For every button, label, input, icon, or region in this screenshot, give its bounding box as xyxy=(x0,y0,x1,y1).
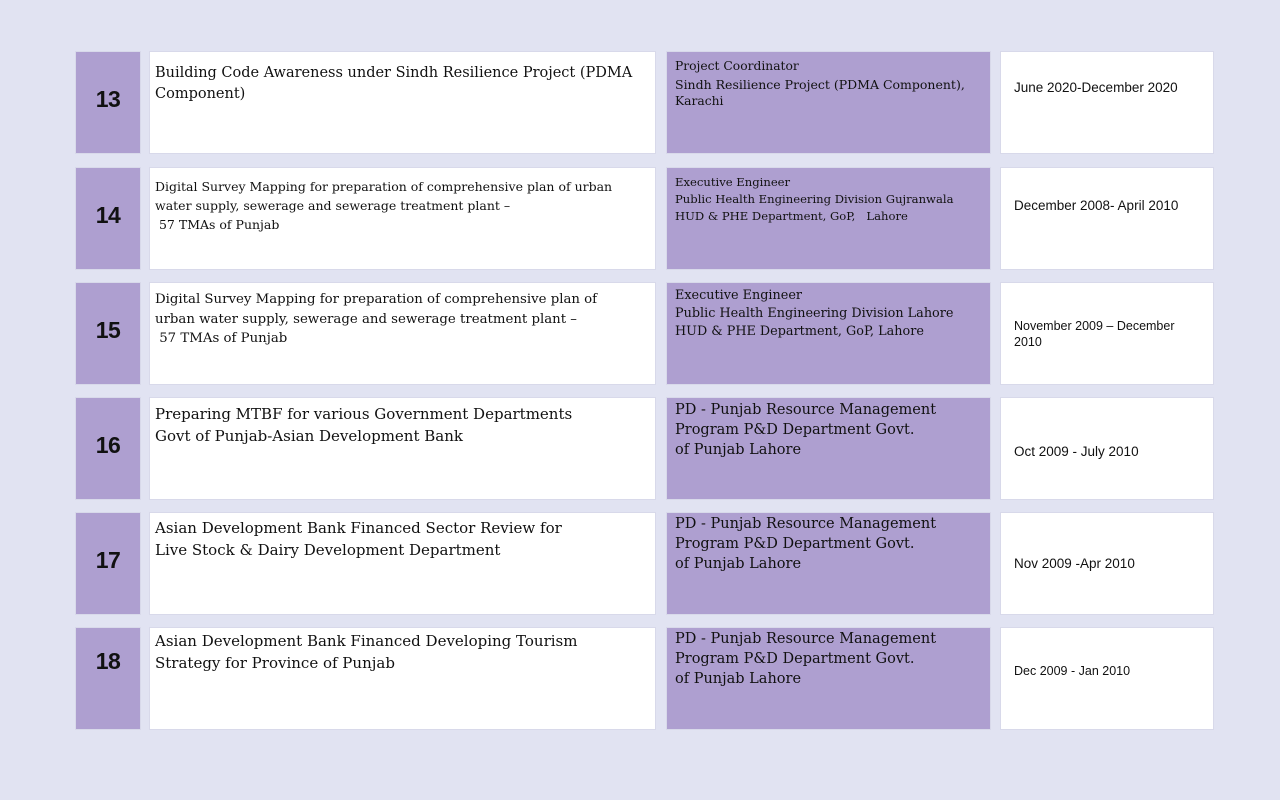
client-name xyxy=(666,512,991,615)
project-line: Preparing MTBF for various Government Departments xyxy=(155,405,573,423)
row-number: 14 xyxy=(75,167,141,270)
client-line: Project Coordinator xyxy=(675,59,799,73)
client-line: Public Health Engineering Division Lahore xyxy=(675,306,954,321)
duration xyxy=(1000,167,1214,270)
project-line: Govt of Punjab-Asian Development Bank xyxy=(155,427,463,445)
table-row xyxy=(75,282,1214,385)
project-line: water supply, sewerage and sewerage treatment plant – xyxy=(155,198,511,213)
table-row xyxy=(75,627,1214,730)
duration-text: June 2020-December 2020 xyxy=(1014,79,1178,95)
duration-text: December 2008- April 2010 xyxy=(1014,197,1179,213)
client-line: Program P&D Department Govt. xyxy=(675,651,915,667)
project-name xyxy=(149,512,656,615)
project-line: Building Code Awareness under Sindh Resilience Project (PDMA xyxy=(155,65,633,81)
client-line: Executive Engineer xyxy=(675,288,803,303)
project-line: 57 TMAs of Punjab xyxy=(155,217,280,232)
client-line: PD - Punjab Resource Management xyxy=(675,402,937,418)
project-name xyxy=(149,627,656,730)
project-line: urban water supply, sewerage and sewerage treatment plant – xyxy=(155,311,577,327)
client-line: Sindh Resilience Project (PDMA Component), xyxy=(675,76,965,92)
client-line: Program P&D Department Govt. xyxy=(675,536,915,552)
client-line: PD - Punjab Resource Management xyxy=(675,516,937,532)
client-line: PD - Punjab Resource Management xyxy=(675,631,937,647)
client-name xyxy=(666,397,991,500)
duration xyxy=(1000,627,1214,730)
client-line: Executive Engineer xyxy=(675,175,791,189)
row-number: 13 xyxy=(75,51,141,154)
client-line: of Punjab Lahore xyxy=(675,442,802,458)
duration-text: Nov 2009 -Apr 2010 xyxy=(1014,555,1135,571)
duration xyxy=(1000,512,1214,615)
client-line: Program P&D Department Govt. xyxy=(675,422,915,438)
row-number: 16 xyxy=(75,397,141,500)
client-line: Public Health Engineering Division Gujranwala xyxy=(675,192,954,206)
table-row xyxy=(75,512,1214,615)
project-line: Asian Development Bank Financed Sector Review for xyxy=(155,519,562,537)
project-line: Digital Survey Mapping for preparation of comprehensive plan of urban xyxy=(155,179,613,194)
duration xyxy=(1000,397,1214,500)
client-name xyxy=(666,627,991,730)
project-line: Asian Development Bank Financed Developing Tourism xyxy=(155,632,578,650)
project-name xyxy=(149,282,656,385)
client-line: Karachi xyxy=(675,94,724,108)
row-number: 15 xyxy=(75,282,141,385)
client-line: of Punjab Lahore xyxy=(675,556,802,572)
table-row xyxy=(75,167,1214,270)
project-name xyxy=(149,397,656,500)
duration-text: Dec 2009 - Jan 2010 xyxy=(1014,663,1131,678)
duration-text: November 2009 – December 2010 xyxy=(1014,318,1175,349)
client-line: HUD & PHE Department, GoP, Lahore xyxy=(675,209,908,223)
row-number: 17 xyxy=(75,512,141,615)
duration-text: Oct 2009 - July 2010 xyxy=(1014,443,1139,459)
project-line: Component) xyxy=(155,86,246,102)
project-line: Digital Survey Mapping for preparation of comprehensive plan of xyxy=(155,292,598,307)
project-line: Live Stock & Dairy Development Department xyxy=(155,541,501,559)
client-name xyxy=(666,167,991,270)
client-line: of Punjab Lahore xyxy=(675,671,802,687)
table-row xyxy=(75,51,1214,154)
client-name xyxy=(666,51,991,154)
project-line: 57 TMAs of Punjab xyxy=(155,331,288,346)
row-number: 18 xyxy=(75,627,141,730)
duration xyxy=(1000,51,1214,154)
duration xyxy=(1000,282,1214,385)
project-name xyxy=(149,51,656,154)
client-name xyxy=(666,282,991,385)
project-line: Strategy for Province of Punjab xyxy=(155,654,395,672)
client-line: HUD & PHE Department, GoP, Lahore xyxy=(675,324,924,339)
table-row xyxy=(75,397,1214,500)
project-name xyxy=(149,167,656,270)
